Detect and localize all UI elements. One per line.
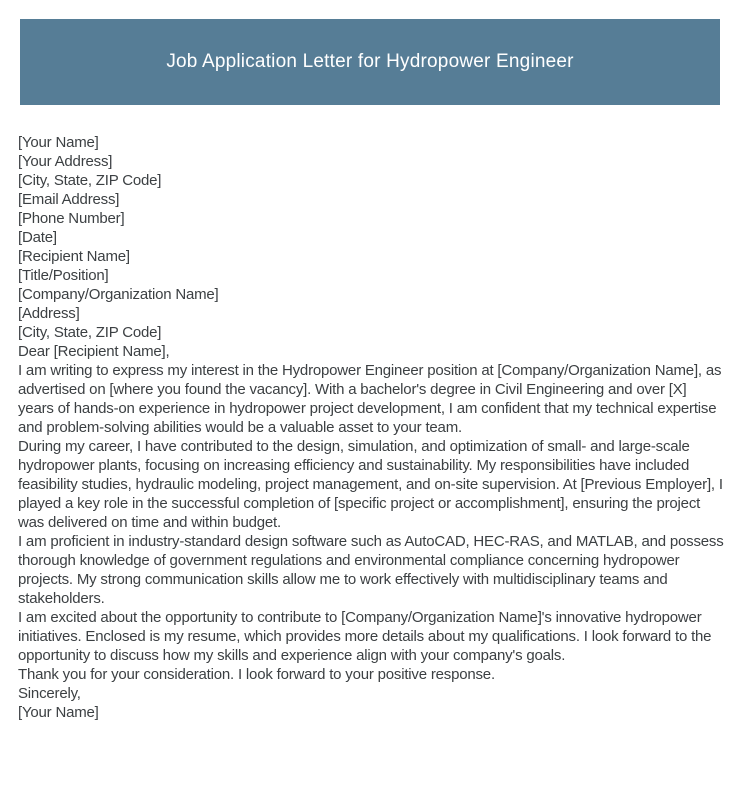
recipient-block bbox=[18, 247, 724, 342]
sender-line: [Phone Number] bbox=[18, 210, 125, 227]
letter-paragraph: I am excited about the opportunity to contribute to [Company/Organization Name]'s innovative hydropower initiatives. Enclosed is my resume, which provides more details about my qualifications. I look forward to the opportunity to discuss how my skills and experience align with your company's goals. bbox=[18, 609, 712, 664]
closing-line: Thank you for your consideration. I look forward to your positive response. bbox=[18, 666, 495, 683]
salutation: Dear [Recipient Name], bbox=[18, 343, 170, 360]
sender-line: [Email Address] bbox=[18, 191, 120, 208]
sender-line: [Date] bbox=[18, 229, 57, 246]
recipient-line: [Recipient Name] bbox=[18, 248, 130, 265]
letter-body bbox=[0, 105, 740, 722]
sender-line: [City, State, ZIP Code] bbox=[18, 172, 162, 189]
letter-paragraph: During my career, I have contributed to the design, simulation, and optimization of small- and large-scale hydropower plants, focusing on increasing efficiency and sustainability. My responsibilities have included feasibility studies, hydraulic modeling, project management, and on-site supervision. At [Previous Employer], I played a key role in the successful completion of [specific project or accomplishment], ensuring the project was delivered on time and within budget. bbox=[18, 438, 723, 531]
title-banner bbox=[20, 19, 720, 105]
sender-line: [Your Address] bbox=[18, 153, 113, 170]
paragraphs-block bbox=[18, 361, 724, 665]
signature: [Your Name] bbox=[18, 704, 99, 721]
recipient-line: [City, State, ZIP Code] bbox=[18, 324, 162, 341]
letter-paragraph: I am proficient in industry-standard design software such as AutoCAD, HEC-RAS, and MATLAB, and possess thorough knowledge of government regulations and environmental compliance concerning hydropower projects. My strong communication skills allow me to work effectively with multidisciplinary teams and stakeholders. bbox=[18, 533, 724, 607]
recipient-line: [Address] bbox=[18, 305, 80, 322]
sender-line: [Your Name] bbox=[18, 134, 99, 151]
page-title: Job Application Letter for Hydropower Engineer bbox=[166, 51, 574, 72]
letter-paragraph: I am writing to express my interest in the Hydropower Engineer position at [Company/Organization Name], as advertised on [where you found the vacancy]. With a bachelor's degree in Civil Engineering and over [X] years of hands-on experience in hydropower project development, I am confident that my technical expertise and problem-solving abilities would be a valuable asset to your team. bbox=[18, 362, 722, 436]
sender-block bbox=[18, 133, 724, 247]
recipient-line: [Company/Organization Name] bbox=[18, 286, 219, 303]
signoff: Sincerely, bbox=[18, 685, 81, 702]
recipient-line: [Title/Position] bbox=[18, 267, 109, 284]
